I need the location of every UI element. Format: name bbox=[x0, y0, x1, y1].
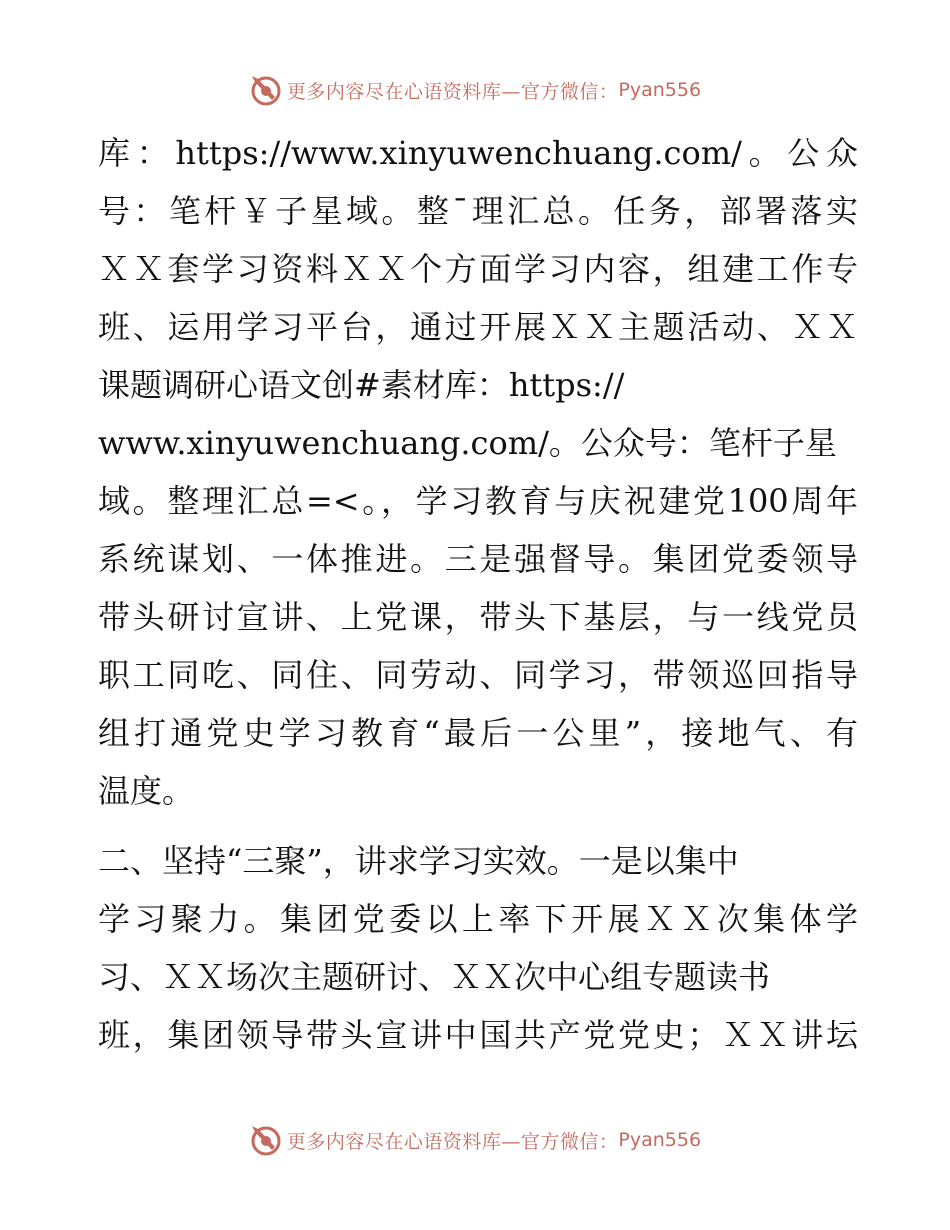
text-line: 组打通党史学习教育“最后一公里”，接地气、有 bbox=[98, 714, 858, 752]
text-line: 库：https://www.xinyuwenchuang.com/。公众 bbox=[98, 134, 858, 172]
text-line: 学习聚力。集团党委以上率下开展ＸＸ次集体学 bbox=[98, 900, 858, 938]
body-text bbox=[98, 124, 858, 1064]
text-line: 系统谋划、一体推进。三是强督导。集团党委领导 bbox=[98, 540, 858, 578]
text-line: 班、运用学习平台，通过开展ＸＸ主题活动、ＸＸ bbox=[98, 308, 858, 346]
text-line: 课题调研心语文创#素材库：https:// bbox=[98, 366, 625, 404]
text-line: 域。整理汇总=<。，学习教育与庆祝建党100周年 bbox=[98, 482, 858, 520]
watermark-text: 更多内容尽在心语资料库—官方微信： bbox=[286, 1130, 619, 1153]
text-line: 二、坚持“三聚”，讲求学习实效。一是以集中 bbox=[98, 842, 739, 880]
text-line: 温度。 bbox=[98, 772, 195, 810]
text-line: 号：笔杆￥子星域。整¯理汇总。任务，部署落实 bbox=[98, 192, 858, 230]
footer-watermark bbox=[0, 1120, 950, 1160]
watermark-id: Pyan556 bbox=[618, 1129, 702, 1151]
text-line: www.xinyuwenchuang.com/。公众号：笔杆子星 bbox=[98, 424, 837, 462]
header-watermark bbox=[0, 70, 950, 110]
watermark-text: 更多内容尽在心语资料库—官方微信： bbox=[286, 80, 619, 103]
quill-seal-icon bbox=[249, 73, 283, 107]
watermark-id: Pyan556 bbox=[618, 79, 702, 101]
quill-seal-icon bbox=[249, 1123, 283, 1157]
text-line: 职工同吃、同住、同劳动、同学习，带领巡回指导 bbox=[98, 656, 858, 694]
text-line: 习、ＸＸ场次主题研讨、ＸＸ次中心组专题读书 bbox=[98, 958, 771, 996]
text-line: 带头研讨宣讲、上党课，带头下基层，与一线党员 bbox=[98, 598, 858, 636]
text-line: ＸＸ套学习资料ＸＸ个方面学习内容，组建工作专 bbox=[98, 250, 858, 288]
text-line: 班，集团领导带头宣讲中国共产党党史；ＸＸ讲坛 bbox=[98, 1016, 858, 1054]
